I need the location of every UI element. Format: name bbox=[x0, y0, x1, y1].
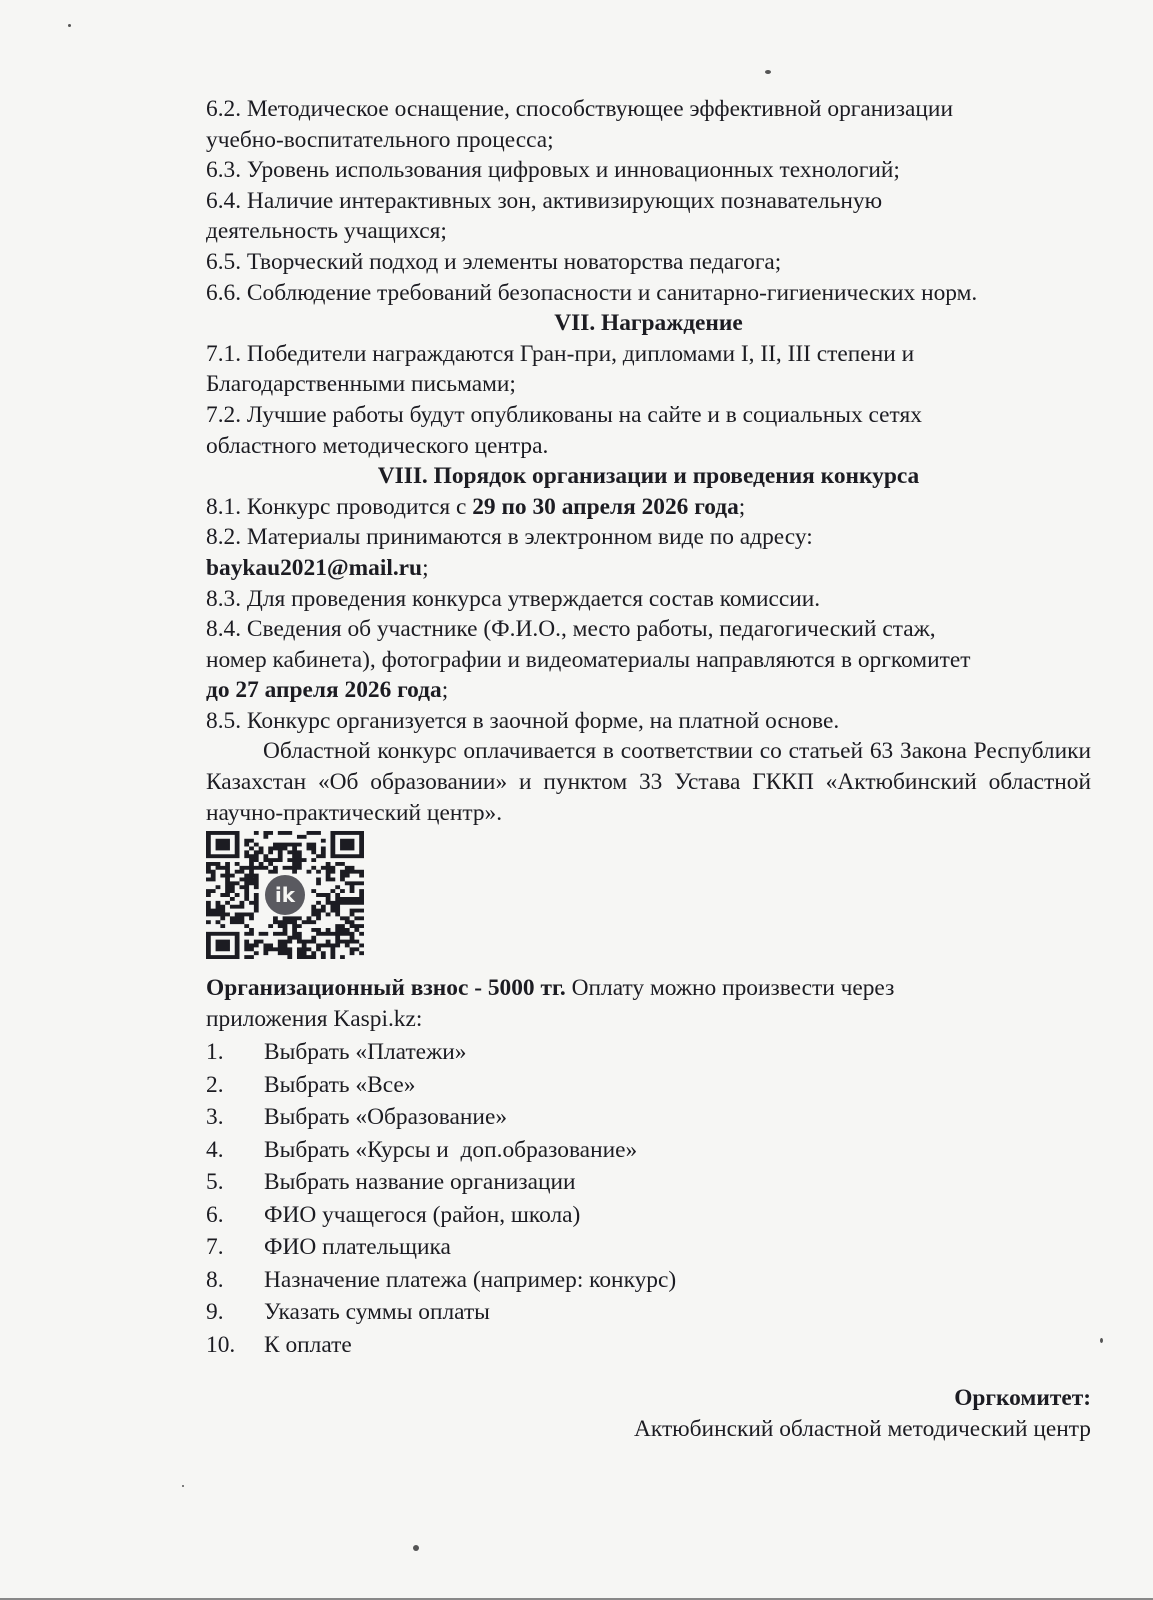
step-text: ФИО учащегося (район, школа) bbox=[264, 1201, 581, 1228]
signature-title: Оргкомитет: bbox=[954, 1385, 1091, 1412]
qr-finder-pattern bbox=[206, 831, 240, 858]
signature-block bbox=[206, 1383, 1091, 1444]
list-item bbox=[206, 1199, 1091, 1232]
item-8-4-line2: номер кабинета), фотографии и видеоматериалы направляются в оргкомитет bbox=[206, 646, 971, 673]
section7-line: областного методического центра. bbox=[206, 432, 549, 459]
list-item bbox=[206, 1036, 1091, 1069]
section7-line: Благодарственными письмами; bbox=[206, 371, 516, 398]
section8-heading: VIII. Порядок организации и проведения конкурса bbox=[377, 463, 920, 490]
fee-text: Оплату можно произвести через bbox=[565, 975, 895, 1002]
step-text: Назначение платежа (например: конкурс) bbox=[264, 1266, 677, 1293]
scan-speck bbox=[1100, 1338, 1103, 1343]
section6-line: деятельность учащихся; bbox=[206, 218, 447, 245]
list-item bbox=[206, 1264, 1091, 1297]
email-line bbox=[206, 553, 1091, 584]
scan-speck bbox=[765, 70, 771, 74]
step-text: Выбрать название организации bbox=[264, 1169, 576, 1196]
qr-finder-pattern bbox=[330, 831, 364, 858]
deadline-suffix: ; bbox=[441, 677, 449, 704]
section6-line: 6.4. Наличие интерактивных зон, активизирующих познавательную bbox=[206, 187, 883, 214]
item-8-4-deadline-line bbox=[206, 675, 1091, 706]
item-8-1 bbox=[206, 492, 1091, 523]
item-8-2: 8.2. Материалы принимаются в электронном виде по адресу: bbox=[206, 524, 813, 551]
qr-code-image bbox=[206, 831, 364, 959]
list-item bbox=[206, 1296, 1091, 1329]
list-item bbox=[206, 1134, 1091, 1167]
section6-line: 6.5. Творческий подход и элементы новаторства педагога; bbox=[206, 248, 782, 275]
step-number: 5. bbox=[206, 1169, 224, 1196]
list-item bbox=[206, 1101, 1091, 1134]
item-8-4-line1: 8.4. Сведения об участнике (Ф.И.О., место работы, педагогический стаж, bbox=[206, 616, 936, 643]
section6-line: 6.3. Уровень использования цифровых и инновационных технологий; bbox=[206, 157, 900, 184]
step-text: Выбрать «Образование» bbox=[264, 1104, 508, 1131]
email-address[interactable]: baykau2021@mail.ru bbox=[206, 554, 423, 581]
section7-line: 7.2. Лучшие работы будут опубликованы на сайте и в социальных сетях bbox=[206, 401, 922, 428]
step-text: Выбрать «Курсы и доп.образование» bbox=[264, 1136, 638, 1163]
section6-line: 6.2. Методическое оснащение, способствующее эффективной организации bbox=[206, 96, 953, 122]
section6-line: 6.6. Соблюдение требований безопасности и санитарно-гигиенических норм. bbox=[206, 279, 978, 306]
scan-speck bbox=[413, 1545, 419, 1551]
step-number: 3. bbox=[206, 1104, 224, 1131]
fee-amount: Организационный взнос - 5000 тг. bbox=[206, 975, 566, 1002]
section7-line: 7.1. Победители награждаются Гран-при, дипломами I, II, III степени и bbox=[206, 340, 915, 367]
qr-finder-pattern bbox=[206, 932, 240, 959]
list-item bbox=[206, 1329, 1091, 1362]
contest-dates: 29 по 30 апреля 2026 года bbox=[472, 493, 739, 520]
step-text: ФИО плательщика bbox=[264, 1234, 451, 1261]
fee-line bbox=[206, 973, 1091, 1004]
item-8-5: 8.5. Конкурс организуется в заочной форме, на платной основе. bbox=[206, 707, 840, 734]
step-text: Указать суммы оплаты bbox=[264, 1299, 490, 1326]
step-text: Выбрать «Все» bbox=[264, 1071, 416, 1098]
step-number: 2. bbox=[206, 1071, 224, 1098]
step-text: Выбрать «Платежи» bbox=[264, 1039, 467, 1066]
step-number: 4. bbox=[206, 1136, 224, 1163]
document-body bbox=[206, 94, 1091, 1445]
scan-speck bbox=[68, 24, 71, 27]
list-item bbox=[206, 1069, 1091, 1102]
list-item bbox=[206, 1231, 1091, 1264]
step-number: 1. bbox=[206, 1039, 224, 1066]
item-8-3: 8.3. Для проведения конкурса утверждается состав комиссии. bbox=[206, 585, 821, 612]
signature-organization: Актюбинский областной методический центр bbox=[634, 1416, 1091, 1443]
qr-logo-text: ik bbox=[274, 883, 296, 908]
payment-paragraph: Областной конкурс оплачивается в соответствии со статьей 63 Закона Республики Казахстан «Об образовании» и пунктом 33 Устава ГККП «Актюбинский областной научно-практический центр». bbox=[206, 738, 1091, 826]
step-number: 10. bbox=[206, 1331, 236, 1358]
list-item bbox=[206, 1166, 1091, 1199]
step-text: К оплате bbox=[264, 1331, 352, 1358]
step-number: 8. bbox=[206, 1266, 224, 1293]
section7-heading: VII. Награждение bbox=[554, 310, 743, 337]
payment-steps-list bbox=[206, 1036, 1091, 1361]
item-8-1-prefix: 8.1. Конкурс проводится с bbox=[206, 493, 473, 520]
submission-deadline: до 27 апреля 2026 года bbox=[206, 677, 442, 704]
section6-line: учебно-воспитательного процесса; bbox=[206, 126, 554, 153]
scan-speck bbox=[182, 1485, 184, 1487]
step-number: 6. bbox=[206, 1201, 224, 1228]
item-8-1-suffix: ; bbox=[738, 493, 746, 520]
email-suffix: ; bbox=[422, 554, 429, 581]
step-number: 9. bbox=[206, 1299, 224, 1326]
fee-line2: приложения Kaspi.kz: bbox=[206, 1005, 423, 1032]
step-number: 7. bbox=[206, 1234, 224, 1261]
qr-code[interactable] bbox=[206, 831, 366, 961]
